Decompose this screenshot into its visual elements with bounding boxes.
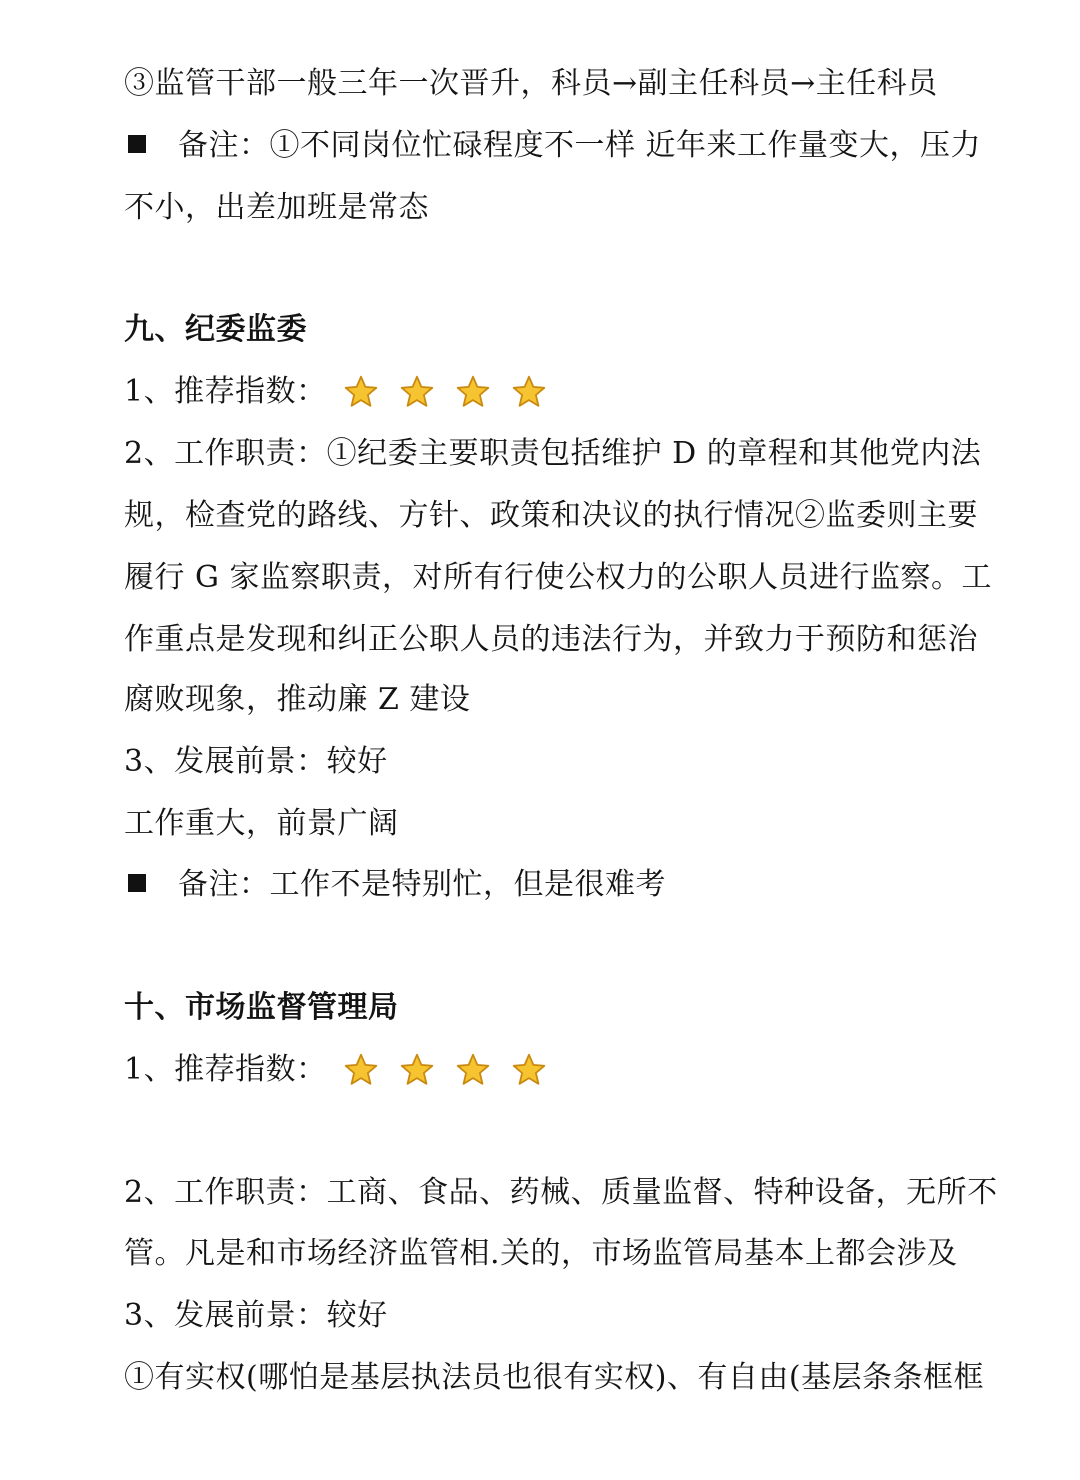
star-icon bbox=[511, 1052, 547, 1088]
star-icon bbox=[455, 1052, 491, 1088]
star-icon bbox=[399, 374, 435, 410]
section-9-prospect-detail: 工作重大，前景广阔 bbox=[124, 806, 399, 841]
note-continuation: 不小，出差加班是常态 bbox=[124, 190, 429, 225]
section-9-title: 九、纪委监委 bbox=[124, 312, 307, 347]
section-9-duty-line-5: 腐败现象，推动廉 Z 建设 bbox=[124, 682, 471, 717]
rating-label: 1、推荐指数： bbox=[124, 374, 327, 409]
bullet-icon bbox=[128, 135, 146, 153]
promotion-text: ③监管干部一般三年一次晋升，科员→副主任科员→主任科员 bbox=[124, 66, 938, 101]
section-9-duty-line-1: 2、工作职责：①纪委主要职责包括维护 D 的章程和其他党内法 bbox=[124, 436, 982, 471]
star-icon bbox=[511, 374, 547, 410]
note-text: 备注：①不同岗位忙碌程度不一样 近年来工作量变大，压力 bbox=[178, 128, 982, 163]
section-10-prospect: 3、发展前景：较好 bbox=[124, 1298, 388, 1333]
section-9-duty-line-2: 规，检查党的路线、方针、政策和决议的执行情况②监委则主要 bbox=[124, 498, 978, 533]
section-10-duty-line-2: 管。凡是和市场经济监管相.关的，市场监管局基本上都会涉及 bbox=[124, 1236, 958, 1271]
star-icon bbox=[399, 1052, 435, 1088]
star-icon bbox=[455, 374, 491, 410]
note-text: 备注：工作不是特别忙，但是很难考 bbox=[178, 867, 666, 902]
rating-label: 1、推荐指数： bbox=[124, 1052, 327, 1087]
section-10-duty-line-1: 2、工作职责：工商、食品、药械、质量监督、特种设备，无所不 bbox=[124, 1175, 998, 1210]
note-line bbox=[128, 115, 982, 177]
section-10-title: 十、市场监督管理局 bbox=[124, 990, 399, 1025]
section-9-rating bbox=[124, 361, 970, 423]
section-9-duty-line-4: 作重点是发现和纠正公职人员的违法行为，并致力于预防和惩治 bbox=[124, 622, 978, 657]
section-10-rating bbox=[124, 1039, 970, 1101]
star-icon bbox=[343, 374, 379, 410]
section-10-prospect-detail: ①有实权(哪怕是基层执法员也很有实权)、有自由(基层条条框框 bbox=[124, 1360, 985, 1395]
bullet-icon bbox=[128, 874, 146, 892]
section-9-duty-line-3: 履行 G 家监察职责，对所有行使公权力的公职人员进行监察。工 bbox=[124, 560, 993, 595]
rating-stars bbox=[343, 360, 567, 422]
section-9-note bbox=[128, 854, 970, 916]
section-9-prospect: 3、发展前景：较好 bbox=[124, 744, 388, 779]
star-icon bbox=[343, 1052, 379, 1088]
rating-stars bbox=[343, 1038, 567, 1100]
